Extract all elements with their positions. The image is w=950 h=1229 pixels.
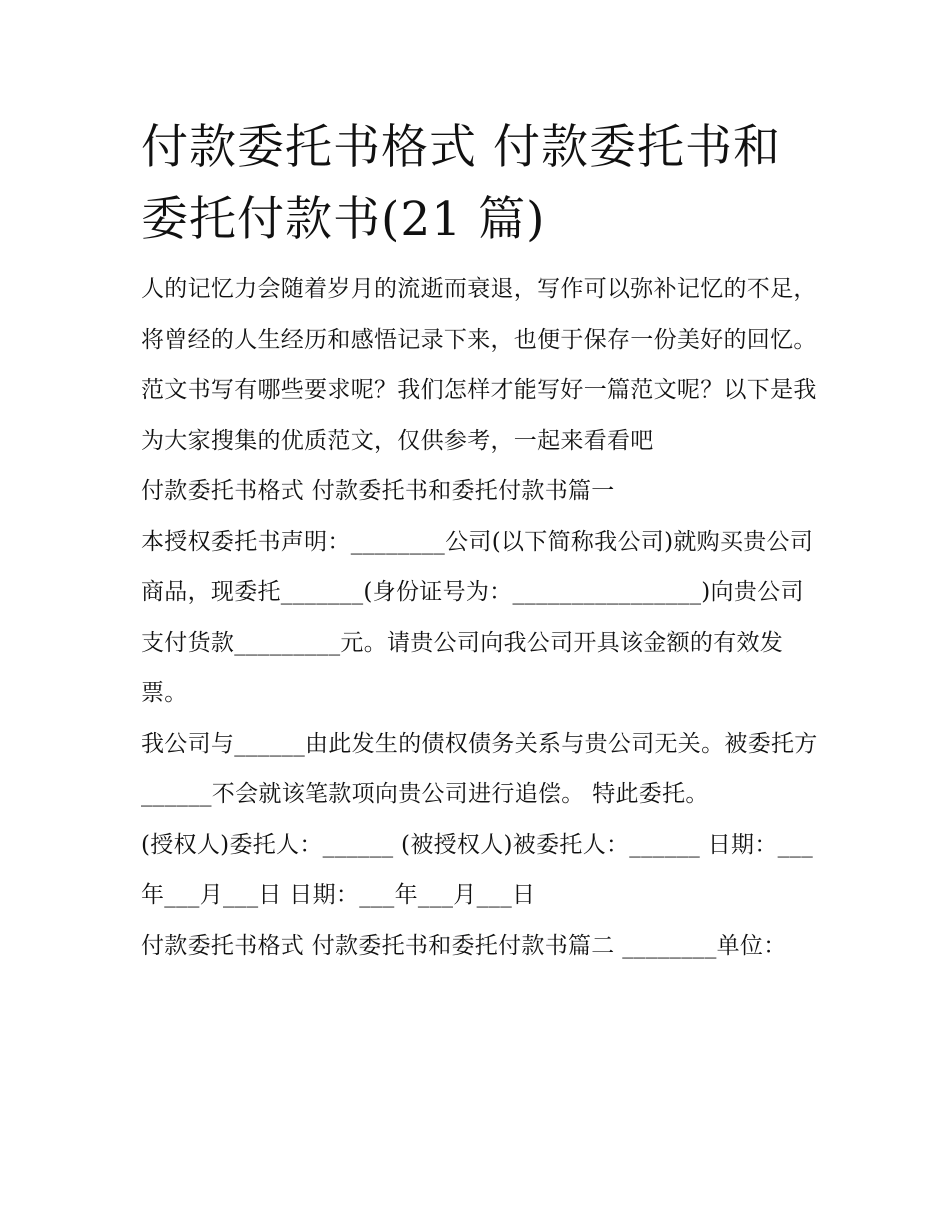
signature-paragraph: (授权人)委托人：______ (被授权人)被委托人：______ 日期：___年___月___日 日期：___年___月___日 (141, 831, 814, 908)
authorization-paragraph: 本授权委托书声明：________公司(以下简称我公司)就购买贵公司商品，现委托_______(身份证号为：________________)向贵公司支付货款_________元。请贵公司向我公司开具该金额的有效发票。 (141, 528, 814, 706)
section-two-paragraph: 付款委托书格式 付款委托书和委托付款书篇二 ________单位： (141, 932, 787, 959)
document-page (141, 112, 821, 971)
intro-paragraph: 人的记忆力会随着岁月的流逝而衰退，写作可以弥补记忆的不足，将曾经的人生经历和感悟记录下来，也便于保存一份美好的回忆。范文书写有哪些要求呢？我们怎样才能写好一篇范文呢？以下是我为大家搜集的优质范文，仅供参考，一起来看看吧 (141, 276, 817, 454)
liability-paragraph: 我公司与______由此发生的债权债务关系与贵公司无关。被委托方______不会就该笔款项向贵公司进行追偿。 特此委托。 (141, 730, 818, 807)
section-heading: 付款委托书格式 付款委托书和委托付款书篇一 (141, 478, 615, 504)
document-title: 付款委托书格式 付款委托书和委托付款书(21 篇) (141, 120, 781, 247)
